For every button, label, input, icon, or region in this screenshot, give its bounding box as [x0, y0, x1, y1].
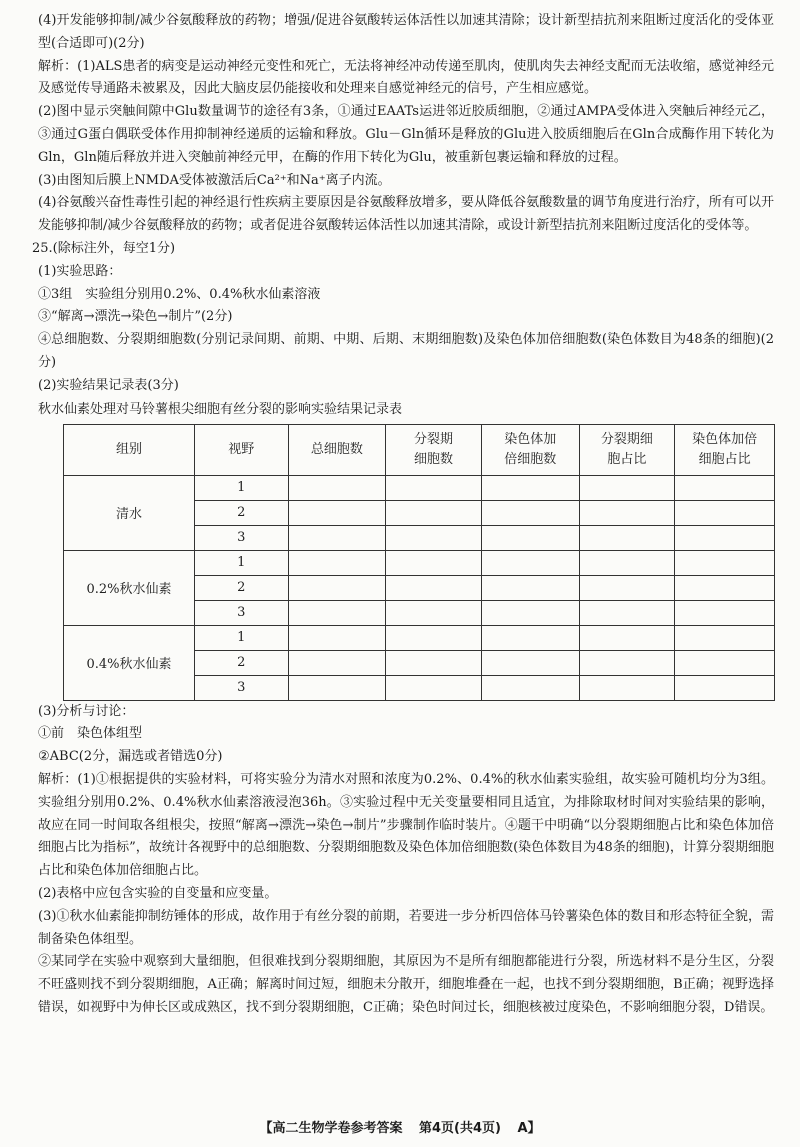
field-number: 3 [194, 600, 288, 625]
q25-answer-3: ③“解离→漂洗→染色→制片”(2分) [38, 309, 233, 325]
field-number: 1 [194, 475, 288, 500]
q24-answer-4: (4)开发能够抑制/减少谷氨酸释放的药物；增强/促进谷氨酸转运体活性以加速其清除；设计新型拮抗剂来阻断过度活化的受体亚型(合适即可)(2分) [38, 13, 774, 51]
group-water: 清水 [64, 475, 195, 550]
q25-answer-4: ④总细胞数、分裂期细胞数(分别记录间期、前期、中期、后期、末期细胞数)及染色体加倍细胞数(染色体数目为48条的细胞)(2分) [38, 332, 774, 370]
q25-section-1: (1)实验思路： [38, 263, 122, 279]
q24-explanation-1: 解析：(1)ALS患者的病变是运动神经元变性和死亡，无法将神经冲动传递至肌肉，使肌肉失去神经支配而无法收缩，感觉神经元及感觉传导通路未被累及，因此大脑皮层仍能接收和处理来自感觉神经元的信号，产生相应感觉。 [38, 58, 774, 97]
q25-section-3: (3)分析与讨论： [38, 703, 135, 719]
q25-section-2: (2)实验结果记录表(3分) [38, 377, 179, 393]
header-dividing-cells: 分裂期 细胞数 [386, 424, 482, 475]
header-group: 组别 [64, 424, 195, 475]
header-field: 视野 [194, 424, 288, 475]
q25-explanation-1: 解析：(1)①根据提供的实验材料，可将实验分为清水对照和浓度为0.2%、0.4%的秋水仙素实验组，故实验可随机均分为3组。实验组分别用0.2%、0.4%秋水仙素溶液浸泡36h。③实验过程中无关变量要相同且适宜，为排除取材时间对实验结果的影响，故应在同一时间取各组根尖，按照“解离→漂洗→染色→制片”步骤制作临时装片。④题干中明确“以分裂期细胞占比和染色体加倍细胞占比为指标”，故统计各视野中的总细胞数、分裂期细胞数及染色体加倍细胞数(染色体数目为48条的细胞)，计算分裂期细胞占比和染色体加倍细胞占比。 [38, 771, 774, 879]
page-footer [0, 1117, 800, 1136]
header-total-cells: 总细胞数 [288, 424, 386, 475]
table-title: 秋水仙素处理对马铃薯根尖细胞有丝分裂的影响实验结果记录表 [38, 401, 403, 417]
field-number: 3 [194, 525, 288, 550]
field-number: 1 [194, 550, 288, 575]
table-row [64, 475, 775, 500]
q25-answer-b2: ②ABC(2分，漏选或者错选0分) [38, 749, 223, 765]
q24-explanation-4: (4)谷氨酸兴奋性毒性引起的神经退行性疾病主要原因是谷氨酸释放增多，要从降低谷氨酸数量的调节角度进行治疗，所有可以开发能够抑制/减少谷氨酸释放的药物；或者促进谷氨酸转运体活性以加速其清除，或设计新型拮抗剂来阻断过度活化的受体等。 [38, 195, 774, 234]
field-number: 2 [194, 650, 288, 675]
result-table [63, 424, 775, 701]
group-colchicine-02: 0.2%秋水仙素 [64, 550, 195, 625]
field-number: 2 [194, 575, 288, 600]
field-number: 3 [194, 675, 288, 700]
q24-explanation-3: (3)由图知后膜上NMDA受体被激活后Ca²⁺和Na⁺离子内流。 [38, 172, 391, 188]
footer-code: A】 [517, 1121, 541, 1136]
q24-explanation-2: (2)图中显示突触间隙中Glu数量调节的途径有3条，①通过EAATs运进邻近胶质细胞，②通过AMPA受体进入突触后神经元乙，③通过G蛋白偶联受体作用抑制神经递质的运输和释放。Glu－Gln循环是释放的Glu进入胶质细胞后在Gln合成酶作用下转化为Gln，Gln随后释放并进入突触前神经元甲，在酶的作用下转化为Glu，被重新包裹运输和释放的过程。 [38, 104, 774, 165]
group-colchicine-04: 0.4%秋水仙素 [64, 625, 195, 700]
q25-heading: 25.(除标注外，每空1分) [32, 240, 176, 256]
footer-title: 【高二生物学卷参考答案 [259, 1121, 403, 1136]
q25-answer-1: ①3组 实验组分别用0.2%、0.4%秋水仙素溶液 [38, 286, 321, 302]
field-number: 1 [194, 625, 288, 650]
q25-explanation-3: (3)①秋水仙素能抑制纺锤体的形成，故作用于有丝分裂的前期，若要进一步分析四倍体马铃薯染色体的数目和形态特征全貌，需制备染色体组型。 [38, 908, 774, 947]
q25-explanation-4: ②某同学在实验中观察到大量细胞，但很难找到分裂期细胞，其原因为不是所有细胞都能进行分裂，所选材料不是分生区，分裂不旺盛则找不到分裂期细胞，A正确；解离时间过短，细胞未分散开，细胞堆叠在一起，也找不到分裂期细胞，B正确；视野选择错误，如视野中为伸长区或成熟区，找不到分裂期细胞，C正确；染色时间过长，细胞核被过度染色，不影响细胞分裂，D错误。 [38, 954, 774, 1015]
header-doubled-cells: 染色体加 倍细胞数 [481, 424, 579, 475]
field-number: 2 [194, 500, 288, 525]
q25-explanation-2: (2)表格中应包含实验的自变量和应变量。 [38, 885, 278, 901]
q25-answer-b1: ①前 染色体组型 [38, 726, 143, 742]
header-doubled-ratio: 染色体加倍 细胞占比 [675, 424, 775, 475]
table-row [64, 625, 775, 650]
table-header-row [64, 424, 775, 475]
header-dividing-ratio: 分裂期细 胞占比 [579, 424, 675, 475]
table-row [64, 550, 775, 575]
footer-page: 第4页(共4页) [418, 1121, 501, 1136]
